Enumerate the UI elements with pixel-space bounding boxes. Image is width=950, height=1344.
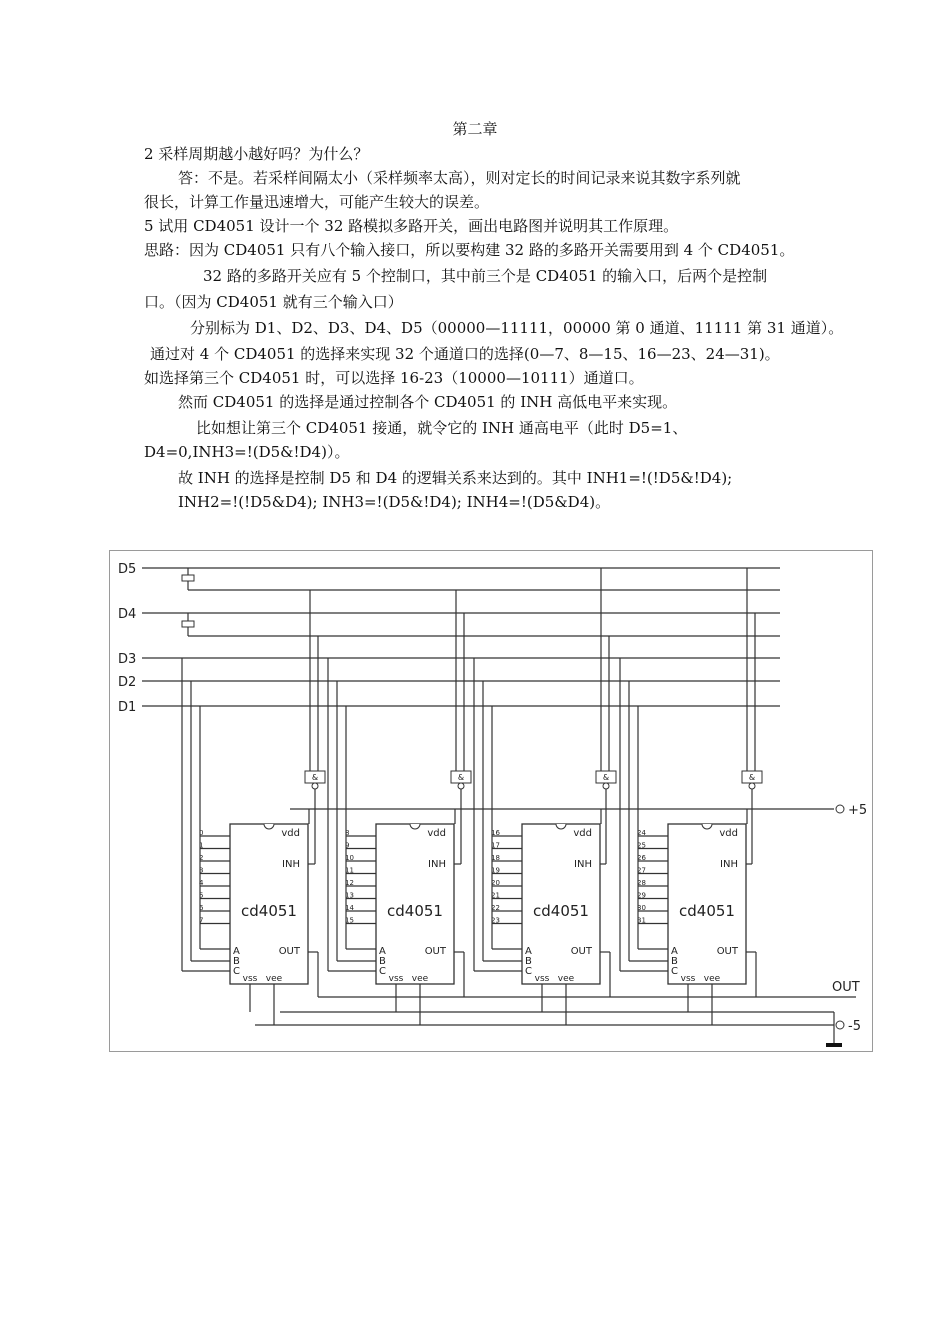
chip-4-inh-label: INH: [720, 859, 738, 870]
out-label: OUT: [832, 980, 860, 995]
channel-14-label: 14: [345, 904, 354, 912]
channel-9-label: 9: [345, 841, 350, 850]
channel-8-label: 8: [345, 829, 350, 837]
chip-3-b-label: B: [525, 956, 532, 967]
channel-12-label: 12: [345, 879, 354, 887]
channel-20-label: 20: [491, 879, 500, 887]
and-gate-2-bubble: [458, 783, 464, 789]
bus-d5-label: D5: [118, 562, 137, 577]
d5-inverter: [182, 575, 194, 581]
answer-2-line-2: 很长，计算工作量迅速增大，可能产生较大的误差。: [144, 193, 490, 211]
question-2: 2 采样周期越小越好吗？为什么？: [144, 145, 369, 163]
idea-line-2: 32 路的多路开关应有 5 个控制口，其中前三个是 CD4051 的输入口，后两个是控制: [203, 267, 768, 285]
idea-line-5: 通过对 4 个 CD4051 的选择来实现 32 个通道口的选择(0—7、8—15、16—23、24—31)。: [150, 345, 780, 363]
bus-d2-label: D2: [118, 675, 137, 690]
chip-2-name: cd4051: [387, 902, 443, 920]
channel-1-label: 1: [199, 841, 204, 850]
channel-11-label: 11: [345, 866, 354, 875]
chip-4-vdd-label: vdd: [719, 828, 738, 839]
channel-13-label: 13: [345, 891, 354, 900]
chip-1-vss-label: vss: [242, 974, 258, 984]
chip-1-name: cd4051: [241, 902, 297, 920]
chip-3-vee-label: vee: [557, 974, 575, 984]
channel-15-label: 15: [345, 916, 354, 925]
chip-3-vdd-label: vdd: [573, 828, 592, 839]
question-5: 5 试用 CD4051 设计一个 32 路模拟多路开关，画出电路图并说明其工作原理。: [144, 217, 679, 235]
and-gate-4-bubble: [749, 783, 755, 789]
chip-2-b-label: B: [379, 956, 386, 967]
chip-1-vdd-label: vdd: [281, 828, 300, 839]
channel-6-label: 6: [199, 904, 204, 912]
rail-plus5-terminal: [836, 805, 844, 813]
channel-3-label: 3: [199, 866, 204, 875]
chip-1-vee-label: vee: [265, 974, 283, 984]
chip-3-name: cd4051: [533, 902, 589, 920]
chip-1-a-label: A: [233, 946, 240, 957]
idea-line-8: 比如想让第三个 CD4051 接通，就令它的 INH 通高电平（此时 D5=1、: [196, 419, 688, 437]
and-gate-3-bubble: [603, 783, 609, 789]
channel-21-label: 21: [491, 891, 500, 900]
channel-27-label: 27: [637, 866, 646, 875]
rail-minus5-terminal: [836, 1021, 844, 1029]
chip-3-inh-label: INH: [574, 859, 592, 870]
channel-5-label: 5: [199, 891, 204, 900]
channel-26-label: 26: [637, 854, 646, 862]
chip-4-out-label: OUT: [716, 946, 738, 957]
channel-18-label: 18: [491, 854, 500, 862]
chip-2-vss-label: vss: [388, 974, 404, 984]
chip-2-inh-label: INH: [428, 859, 446, 870]
and-gate-1-symbol: &: [311, 773, 319, 782]
channel-19-label: 19: [491, 866, 500, 875]
bus-d3-label: D3: [118, 652, 137, 667]
and-gate-3-symbol: &: [602, 773, 610, 782]
channel-7-label: 7: [199, 916, 204, 925]
bus-d1-label: D1: [118, 700, 137, 715]
channel-16-label: 16: [491, 829, 500, 837]
chip-4-vss-label: vss: [680, 974, 696, 984]
idea-line-1: 思路：因为 CD4051 只有八个输入接口，所以要构建 32 路的多路开关需要用到 4 个 CD4051。: [144, 241, 795, 259]
channel-22-label: 22: [491, 904, 500, 912]
chip-1-out-label: OUT: [278, 946, 300, 957]
rail-plus5-label: +5: [848, 803, 868, 818]
channel-29-label: 29: [637, 891, 646, 900]
chip-4-name: cd4051: [679, 902, 735, 920]
ground-symbol: [826, 1043, 842, 1047]
channel-23-label: 23: [491, 916, 500, 925]
idea-line-11: INH2=!(!D5&D4); INH3=!(D5&!D4); INH4=!(D5&D4)。: [178, 493, 611, 511]
chip-2-c-label: C: [379, 966, 386, 977]
chapter-title: 第二章: [452, 120, 498, 138]
chip-2-out-label: OUT: [424, 946, 446, 957]
chip-3-a-label: A: [525, 946, 532, 957]
chip-2-a-label: A: [379, 946, 386, 957]
circuit-diagram: [109, 550, 873, 1052]
chip-2-vee-label: vee: [411, 974, 429, 984]
channel-24-label: 24: [637, 829, 646, 837]
chip-4-vee-label: vee: [703, 974, 721, 984]
chip-1-inh-label: INH: [282, 859, 300, 870]
and-gate-2-symbol: &: [457, 773, 465, 782]
channel-2-label: 2: [199, 854, 204, 862]
channel-31-label: 31: [637, 916, 646, 925]
idea-line-7: 然而 CD4051 的选择是通过控制各个 CD4051 的 INH 高低电平来实现。: [178, 393, 678, 411]
rail-minus5-label: -5: [848, 1019, 861, 1034]
idea-line-4: 分别标为 D1、D2、D3、D4、D5（00000—11111，00000 第 0 通道、11111 第 31 通道）。: [190, 319, 844, 337]
idea-line-9: D4=0,INH3=!(D5&!D4)）。: [144, 443, 350, 461]
channel-10-label: 10: [345, 854, 354, 862]
idea-line-3: 口。（因为 CD4051 就有三个输入口）: [144, 293, 403, 311]
idea-line-6: 如选择第三个 CD4051 时，可以选择 16-23（10000—10111）通道口。: [144, 369, 644, 387]
channel-0-label: 0: [199, 829, 204, 837]
channel-28-label: 28: [637, 879, 646, 887]
chip-1-c-label: C: [233, 966, 240, 977]
chip-4-b-label: B: [671, 956, 678, 967]
channel-17-label: 17: [491, 841, 500, 850]
chip-1-b-label: B: [233, 956, 240, 967]
idea-line-10: 故 INH 的选择是控制 D5 和 D4 的逻辑关系来达到的。其中 INH1=!(!D5&!D4);: [178, 469, 733, 487]
chip-3-out-label: OUT: [570, 946, 592, 957]
channel-25-label: 25: [637, 841, 646, 850]
answer-2-line-1: 答：不是。若采样间隔太小（采样频率太高），则对定长的时间记录来说其数字系列就: [178, 169, 741, 187]
chip-3-vss-label: vss: [534, 974, 550, 984]
bus-d4-label: D4: [118, 607, 137, 622]
chip-4-c-label: C: [671, 966, 678, 977]
d4-inverter: [182, 621, 194, 627]
channel-4-label: 4: [199, 879, 204, 887]
circuit-svg: [110, 551, 872, 1051]
channel-30-label: 30: [637, 904, 646, 912]
and-gate-1-bubble: [312, 783, 318, 789]
chip-4-a-label: A: [671, 946, 678, 957]
chip-3-c-label: C: [525, 966, 532, 977]
and-gate-4-symbol: &: [748, 773, 756, 782]
chip-2-vdd-label: vdd: [427, 828, 446, 839]
